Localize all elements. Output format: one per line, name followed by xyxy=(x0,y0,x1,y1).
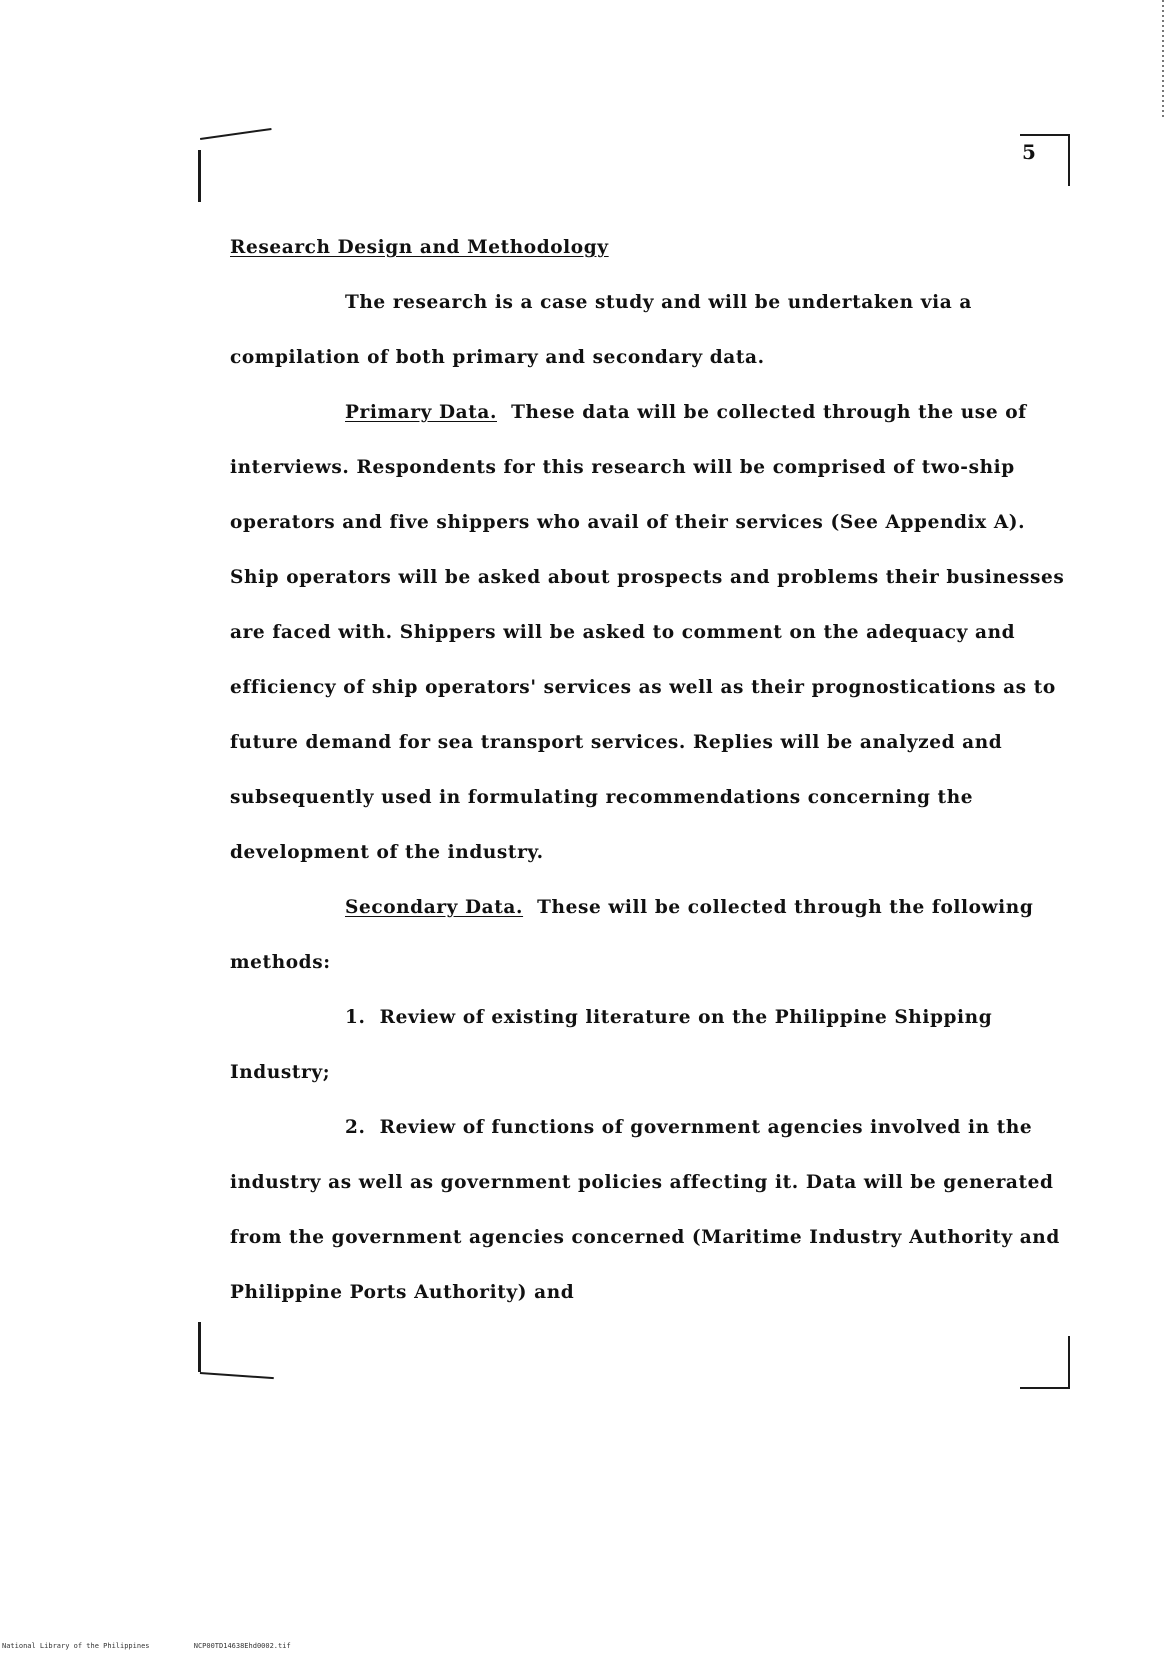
method-text: Review of existing literature on the Philippine Shipping Industry; xyxy=(230,1007,993,1083)
method-text: Review of functions of government agencies involved in the industry as well as government policies affecting it. Data will be generated from the government agencies concerned (Maritime Industry Authority and Philippine Ports Authority) and xyxy=(230,1117,1060,1303)
secondary-data-paragraph xyxy=(230,880,1080,990)
crop-mark-bottom-left xyxy=(200,1372,274,1379)
method-number: 1. xyxy=(345,1007,366,1028)
method-number: 2. xyxy=(345,1117,366,1138)
scan-edge-artifact xyxy=(1162,0,1164,120)
crop-mark-bottom-right xyxy=(1020,1387,1070,1389)
primary-data-text: These data will be collected through the use of interviews. Respondents for this research will be comprised of two-ship operators and five shippers who avail of their services (See Appendix A). Ship operators will be asked about prospects and problems their businesses are faced with. Shippers will be asked to comment on the adequacy and efficiency of ship operators' services as well as their prognostications as to future demand for sea transport services. Replies will be analyzed and subsequently used in formulating recommendations concerning the development of the industry. xyxy=(230,402,1065,863)
section-heading: Research Design and Methodology xyxy=(230,237,609,258)
primary-data-label: Primary Data. xyxy=(345,402,497,423)
document-body xyxy=(230,220,1080,1320)
primary-data-paragraph xyxy=(230,385,1080,880)
scan-footer xyxy=(2,1642,331,1650)
footer-file: NCP00TD14638Ehd0002.tif xyxy=(193,1642,291,1650)
intro-paragraph: The research is a case study and will be undertaken via a compilation of both primary and secondary data. xyxy=(230,292,972,368)
crop-mark-top-right-vertical xyxy=(1068,134,1070,186)
method-item xyxy=(230,1100,1080,1320)
page-number: 5 xyxy=(1022,140,1036,164)
crop-mark-bottom-left-vertical xyxy=(198,1322,201,1372)
footer-library: National Library of the Philippines xyxy=(2,1642,150,1650)
secondary-data-text: These will be collected through the following methods: xyxy=(230,897,1034,973)
crop-mark-bottom-right-vertical xyxy=(1068,1336,1070,1388)
method-item xyxy=(230,990,1080,1100)
crop-mark-top-right xyxy=(1020,134,1070,136)
crop-mark-top-left-vertical xyxy=(198,150,201,202)
secondary-data-label: Secondary Data. xyxy=(345,897,524,918)
crop-mark-top-left xyxy=(200,128,272,140)
